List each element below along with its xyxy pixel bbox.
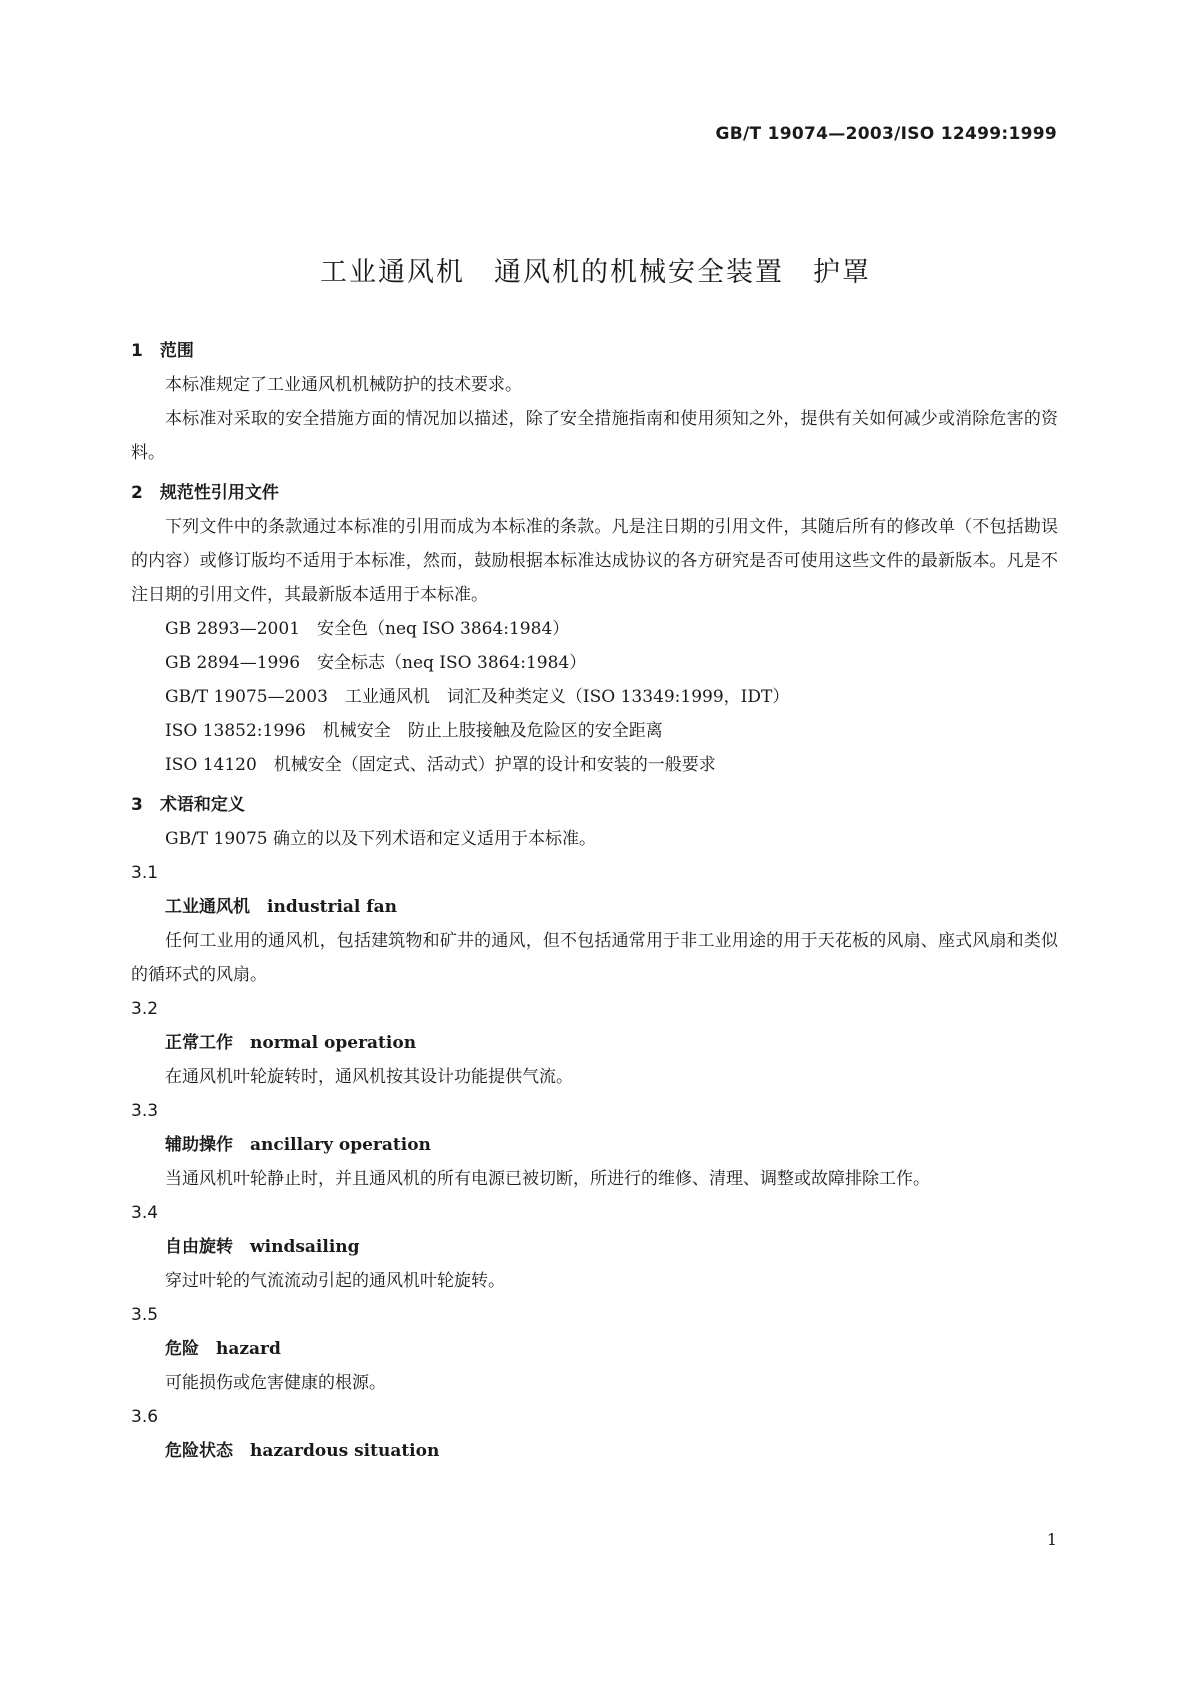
reference-item: GB/T 19075—2003 工业通风机 词汇及种类定义（ISO 13349:1999，IDT） bbox=[165, 687, 790, 707]
section-3-intro: GB/T 19075 确立的以及下列术语和定义适用于本标准。 bbox=[165, 829, 597, 849]
term-name bbox=[131, 1332, 1058, 1366]
section-1-paragraph: 本标准规定了工业通风机机械防护的技术要求。 bbox=[165, 375, 522, 395]
term-number: 3.6 bbox=[131, 1407, 159, 1427]
term-number: 3.2 bbox=[131, 999, 159, 1019]
term-definition: 在通风机叶轮旋转时，通风机按其设计功能提供气流。 bbox=[165, 1067, 573, 1087]
term-name bbox=[131, 890, 1058, 924]
term-definition: 当通风机叶轮静止时，并且通风机的所有电源已被切断，所进行的维修、清理、调整或故障排除工作。 bbox=[165, 1169, 930, 1189]
section-1-heading: 1 范围 bbox=[131, 341, 194, 361]
reference-item: ISO 14120 机械安全（固定式、活动式）护罩的设计和安装的一般要求 bbox=[165, 755, 716, 775]
reference-item: ISO 13852:1996 机械安全 防止上肢接触及危险区的安全距离 bbox=[165, 721, 663, 741]
term-number: 3.3 bbox=[131, 1101, 159, 1121]
page-number: 1 bbox=[1046, 1530, 1057, 1549]
term-name-zh: 危险状态 bbox=[165, 1441, 233, 1461]
term-name-zh: 辅助操作 bbox=[165, 1135, 233, 1155]
term-name-zh: 危险 bbox=[165, 1339, 199, 1359]
term-name-en: normal operation bbox=[250, 1033, 417, 1053]
term-name-en: industrial fan bbox=[267, 897, 397, 917]
document-title: 工业通风机 通风机的机械安全装置 护罩 bbox=[320, 257, 871, 289]
standard-code: GB/T 19074—2003/ISO 12499:1999 bbox=[715, 124, 1057, 144]
term-name-zh: 工业通风机 bbox=[165, 897, 250, 917]
term-name bbox=[131, 1434, 1058, 1468]
term-definition: 可能损伤或危害健康的根源。 bbox=[165, 1373, 386, 1393]
term-name bbox=[131, 1230, 1058, 1264]
term-name-en: hazardous situation bbox=[250, 1441, 440, 1461]
term-number: 3.5 bbox=[131, 1305, 159, 1325]
term-definition: 任何工业用的通风机，包括建筑物和矿井的通风，但不包括通常用于非工业用途的用于天花板的风扇、座式风扇和类似的循环式的风扇。 bbox=[131, 931, 1058, 985]
term-name bbox=[131, 1026, 1058, 1060]
section-3-heading: 3 术语和定义 bbox=[131, 795, 245, 815]
term-name bbox=[131, 1128, 1058, 1162]
term-number: 3.1 bbox=[131, 863, 159, 883]
term-name-en: windsailing bbox=[250, 1237, 360, 1257]
term-number: 3.4 bbox=[131, 1203, 159, 1223]
document-body bbox=[131, 334, 1058, 1468]
term-name-en: hazard bbox=[216, 1339, 281, 1359]
section-2-intro: 下列文件中的条款通过本标准的引用而成为本标准的条款。凡是注日期的引用文件，其随后所有的修改单（不包括勘误的内容）或修订版均不适用于本标准，然而，鼓励根据本标准达成协议的各方研究是否可使用这些文件的最新版本。凡是不注日期的引用文件，其最新版本适用于本标准。 bbox=[131, 517, 1058, 605]
term-name-zh: 正常工作 bbox=[165, 1033, 233, 1053]
reference-item: GB 2893—2001 安全色（neq ISO 3864:1984） bbox=[165, 619, 570, 639]
term-name-en: ancillary operation bbox=[250, 1135, 431, 1155]
reference-item: GB 2894—1996 安全标志（neq ISO 3864:1984） bbox=[165, 653, 587, 673]
section-1-paragraph: 本标准对采取的安全措施方面的情况加以描述，除了安全措施指南和使用须知之外，提供有关如何减少或消除危害的资料。 bbox=[131, 409, 1058, 463]
term-definition: 穿过叶轮的气流流动引起的通风机叶轮旋转。 bbox=[165, 1271, 505, 1291]
section-2-heading: 2 规范性引用文件 bbox=[131, 483, 279, 503]
term-name-zh: 自由旋转 bbox=[165, 1237, 233, 1257]
